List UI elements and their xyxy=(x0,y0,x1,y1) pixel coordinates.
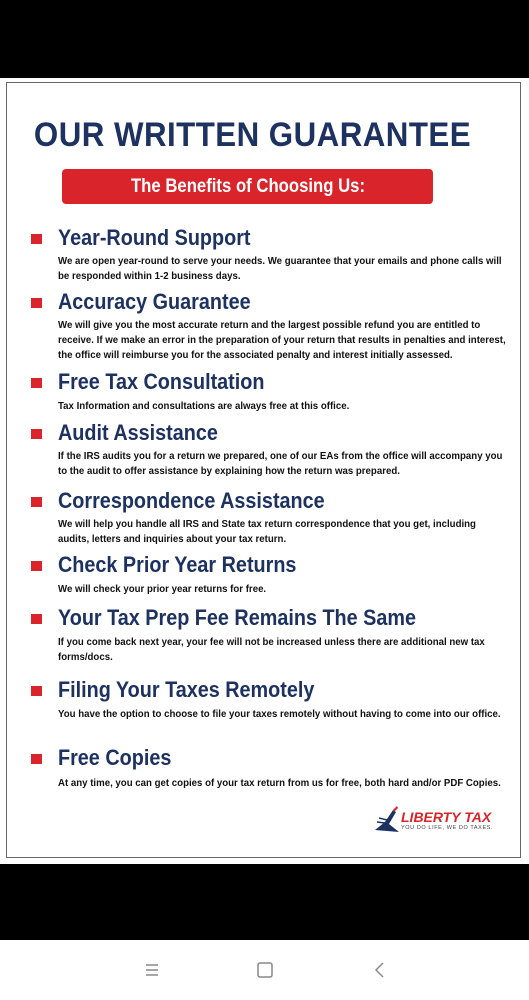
home-square-icon[interactable] xyxy=(253,958,277,982)
menu-icon[interactable] xyxy=(140,958,164,982)
benefit-heading: Check Prior Year Returns xyxy=(58,552,297,577)
bullet-icon xyxy=(31,429,42,439)
bullet-icon xyxy=(31,298,42,308)
benefit-description: We are open year-round to serve your needs. We guarantee that your emails and phone calls will be responded within 1-2 business days. xyxy=(58,255,502,282)
logo-tagline: YOU DO LIFE, WE DO TAXES. xyxy=(401,825,494,831)
statue-of-liberty-icon xyxy=(373,806,403,834)
benefit-description: Tax Information and consultations are always free at this office. xyxy=(58,400,350,412)
benefit-heading: Correspondence Assistance xyxy=(58,488,325,513)
benefit-heading: Accuracy Guarantee xyxy=(58,289,251,314)
banner-text: The Benefits of Choosing Us: xyxy=(130,175,365,197)
benefit-heading: Audit Assistance xyxy=(58,420,218,445)
bullet-icon xyxy=(31,686,42,696)
bullet-icon xyxy=(31,614,42,624)
poster-title: OUR WRITTEN GUARANTEE xyxy=(33,116,472,154)
benefits-banner xyxy=(62,169,433,204)
benefit-description: We will check your prior year returns for free. xyxy=(58,583,267,595)
benefit-heading: Your Tax Prep Fee Remains The Same xyxy=(58,605,417,630)
benefit-description: We will give you the most accurate return and the largest possible refund you are entitled to receive. If we make an error in the preparation of your return that results in penalties and interest, the office will reimburse you for the associated penalty and interest initially assessed. xyxy=(58,319,506,361)
benefit-heading: Free Copies xyxy=(58,745,172,770)
benefit-heading: Free Tax Consultation xyxy=(58,369,265,394)
top-black-bar xyxy=(0,0,529,78)
poster-image xyxy=(0,78,529,864)
bullet-icon xyxy=(31,234,42,244)
bullet-icon xyxy=(31,497,42,507)
bullet-icon xyxy=(31,561,42,571)
benefit-heading: Year-Round Support xyxy=(58,225,251,250)
bullet-icon xyxy=(31,754,42,764)
liberty-tax-logo xyxy=(373,805,513,835)
navigation-bar xyxy=(0,940,529,1000)
poster-frame xyxy=(6,82,521,858)
benefit-description: You have the option to choose to file your taxes remotely without having to come into our office. xyxy=(58,708,501,720)
benefit-description: At any time, you can get copies of your tax return from us for free, both hard and/or PDF Copies. xyxy=(58,777,501,789)
benefit-description: If the IRS audits you for a return we prepared, one of our EAs from the office will accompany you to the audit to offer assistance by explaining how the return was prepared. xyxy=(58,450,503,477)
bullet-icon xyxy=(31,378,42,388)
back-chevron-icon[interactable] xyxy=(368,958,392,982)
logo-name: LIBERTY TAX xyxy=(401,809,492,825)
benefit-description: If you come back next year, your fee will not be increased unless there are additional new tax forms/docs. xyxy=(58,636,485,663)
benefit-description: We will help you handle all IRS and State tax return correspondence that you get, including audits, letters and inquiries about your tax return. xyxy=(58,518,476,545)
benefit-heading: Filing Your Taxes Remotely xyxy=(58,677,315,702)
